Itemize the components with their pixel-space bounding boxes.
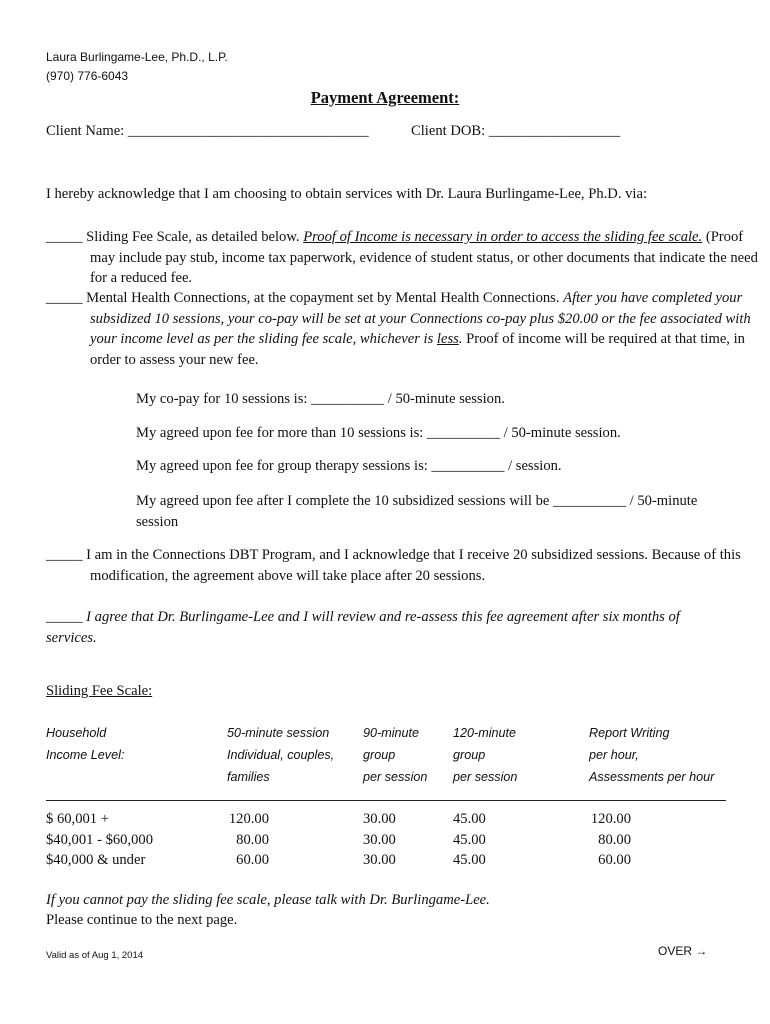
option-review xyxy=(46,607,726,648)
mhc-copay-note: After you have completed your subsidized 10 sessions, your co-pay will be set at your Connections co-pay plus $20.00 or the fee associated with your income level as per the sliding fee scale, whichever is xyxy=(90,290,751,347)
table-cell: 30.00 xyxy=(363,852,396,868)
fee-line-suffix: / session. xyxy=(504,458,562,474)
table-column-income xyxy=(46,809,153,871)
valid-date: Valid as of Aug 1, 2014 xyxy=(46,950,144,961)
fee-line-label: My agreed upon fee for more than 10 sessions is: xyxy=(136,425,427,441)
mhc-proof-note: Proof of income will be required at that time, in order to assess your new fee. xyxy=(90,331,745,368)
mhc-blank[interactable]: _____ xyxy=(46,290,83,306)
client-name-label: Client Name: xyxy=(46,123,128,139)
header-line: per hour, xyxy=(589,748,639,762)
table-column-report xyxy=(589,809,631,871)
client-dob-label: Client DOB: xyxy=(411,123,489,139)
fee-line-label: My co-pay for 10 sessions is: xyxy=(136,391,312,407)
table-cell: 120.00 xyxy=(590,811,631,827)
continue-note: Please continue to the next page. xyxy=(46,912,238,928)
table-cell: $40,001 - $60,000 xyxy=(46,831,154,848)
sliding-fee-text: Sliding Fee Scale, as detailed below. xyxy=(82,229,304,245)
mhc-less-word: less xyxy=(436,331,459,347)
header-line: Report Writing xyxy=(589,726,670,740)
fee-line-label: My agreed upon fee after I complete the 10 subsidized sessions will be xyxy=(136,493,554,509)
option-sliding-fee xyxy=(46,227,770,289)
table-header-household xyxy=(46,722,124,766)
fee-line-copay-10 xyxy=(136,391,505,408)
sliding-fee-proof-note: Proof of Income is necessary in order to access the sliding fee scale. xyxy=(303,229,703,245)
header-line: group xyxy=(363,748,396,762)
header-line: Assessments per hour xyxy=(589,770,715,784)
review-blank[interactable]: _____ xyxy=(46,609,83,625)
page-title: Payment Agreement: xyxy=(310,88,460,107)
header-line: Household xyxy=(46,726,107,740)
table-cell: $40,000 & under xyxy=(46,852,146,868)
fee-line-after-10 xyxy=(136,491,726,532)
table-cell: 30.00 xyxy=(363,811,396,827)
header-line: group xyxy=(453,748,486,762)
table-cell: 30.00 xyxy=(363,831,396,848)
table-cell: 60.00 xyxy=(598,852,631,868)
closing-note: If you cannot pay the sliding fee scale, please talk with Dr. Burlingame-Lee. xyxy=(46,892,490,908)
fee-line-suffix: / 50-minute session. xyxy=(499,425,621,441)
table-cell: 45.00 xyxy=(453,852,486,868)
fee-line-blank[interactable]: __________ xyxy=(431,458,505,474)
header-line: Individual, couples, xyxy=(227,748,335,762)
table-header-120min xyxy=(453,722,517,788)
table-divider xyxy=(46,800,726,801)
sliding-fee-scale-title: Sliding Fee Scale: xyxy=(46,683,153,699)
table-cell: 60.00 xyxy=(236,852,269,868)
table-cell: 120.00 xyxy=(228,811,269,827)
header-line: 90-minute xyxy=(363,726,420,740)
table-header-50min xyxy=(227,722,334,788)
client-name-field[interactable] xyxy=(46,123,369,140)
client-dob-blank[interactable]: __________________ xyxy=(488,123,621,139)
fee-line-blank[interactable]: __________ xyxy=(553,493,626,509)
table-cell: $ 60,001 + xyxy=(46,811,109,827)
sliding-fee-blank[interactable]: _____ xyxy=(46,229,83,245)
client-name-blank[interactable]: _________________________________ xyxy=(127,123,369,139)
option-dbt-program xyxy=(46,545,770,586)
fee-line-blank[interactable]: __________ xyxy=(427,425,500,441)
header-line: Income Level: xyxy=(46,748,125,762)
mhc-period: . xyxy=(458,331,463,347)
over-indicator: OVER → xyxy=(658,944,708,958)
table-header-report-writing xyxy=(589,722,714,788)
practitioner-name: Laura Burlingame-Lee, Ph.D., L.P. xyxy=(46,50,228,64)
dbt-text: I am in the Connections DBT Program, and I acknowledge that I receive 20 subsidized sessions. Because of this modification, the agreement above will take place after 20 sessions. xyxy=(82,547,741,584)
fee-line-group xyxy=(136,458,562,475)
option-mental-health-connections xyxy=(46,288,770,370)
table-column-90min xyxy=(363,809,396,871)
table-cell: 45.00 xyxy=(453,831,486,848)
header-line: per session xyxy=(363,770,428,784)
fee-line-suffix: / 50-minute session xyxy=(136,493,698,530)
dbt-blank[interactable]: _____ xyxy=(46,547,83,563)
fee-line-suffix: / 50-minute session. xyxy=(384,391,505,407)
table-column-50min xyxy=(227,809,269,871)
client-dob-field[interactable] xyxy=(411,123,620,140)
table-cell: 80.00 xyxy=(236,831,269,848)
fee-line-label: My agreed upon fee for group therapy sessions is: xyxy=(136,458,432,474)
header-line: families xyxy=(227,770,270,784)
mhc-text: Mental Health Connections, at the copayment set by Mental Health Connections. xyxy=(82,290,564,306)
practitioner-phone: (970) 776-6043 xyxy=(46,69,129,83)
table-cell: 80.00 xyxy=(598,831,631,848)
intro-text: I hereby acknowledge that I am choosing to obtain services with Dr. Laura Burlingame-Lee, Ph.D. via: xyxy=(46,186,648,202)
review-text: I agree that Dr. Burlingame-Lee and I will review and re-assess this fee agreement after six months of services. xyxy=(46,609,680,646)
header-line: per session xyxy=(453,770,518,784)
table-column-120min xyxy=(453,809,486,871)
fee-line-blank[interactable]: __________ xyxy=(311,391,385,407)
table-cell: 45.00 xyxy=(453,811,486,827)
sliding-fee-proof-examples: (Proof may include pay stub, income tax paperwork, evidence of student status, or other documents that indicate the need for a reduced fee. xyxy=(90,229,758,286)
header-line: 120-minute xyxy=(453,726,517,740)
header-line: 50-minute session xyxy=(227,726,330,740)
table-header-90min xyxy=(363,722,427,788)
fee-line-more-10 xyxy=(136,425,621,442)
